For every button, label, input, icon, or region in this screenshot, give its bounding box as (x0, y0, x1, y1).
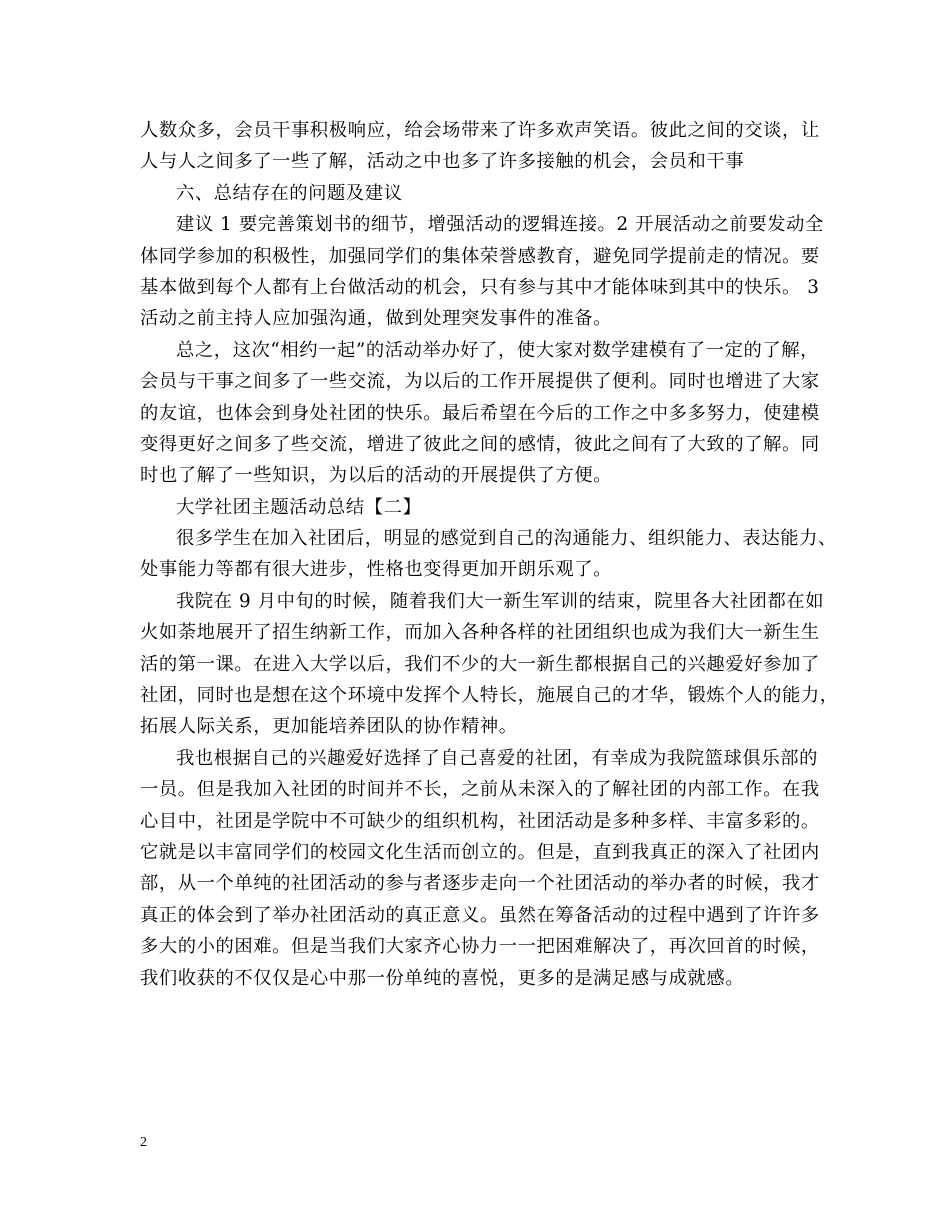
body-line: 变得更好之间多了些交流，增进了彼此之间的感情，彼此之间有了大致的了解。同 (140, 433, 820, 455)
page-number: 2 (140, 1135, 147, 1150)
body-line: 社团，同时也是想在这个环境中发挥个人特长，施展自己的才华，锻炼个人的能力， (140, 685, 839, 707)
body-line: 人数众多，会员干事积极响应，给会场带来了许多欢声笑语。彼此之间的交谈，让 (140, 120, 820, 141)
body-line: 心目中，社团是学院中不可缺少的组织机构，社团活动是多种多样、丰富多彩的。 (140, 810, 820, 832)
section-heading: 六、总结存在的问题及建议 (176, 182, 403, 204)
body-line: 活动之前主持人应加强沟通，做到处理突发事件的准备。 (140, 308, 613, 330)
body-line: 总之，这次“相约一起”的活动举办好了，使大家对数学建模有了一定的了解， (176, 339, 819, 361)
section-heading: 大学社团主题活动总结【二】 (176, 496, 422, 518)
document-body (140, 115, 839, 994)
body-line: 会员与干事之间多了一些交流，为以后的工作开展提供了便利。同时也增进了大家 (140, 371, 820, 393)
body-line: 建议 1 要完善策划书的细节，增强活动的逻辑连接。2 开展活动之前要发动全 (176, 214, 824, 236)
body-line: 基本做到每个人都有上台做活动的机会，只有参与其中才能体味到其中的快乐。 3 (140, 276, 820, 298)
body-line: 人与人之间多了一些了解，活动之中也多了许多接触的机会，会员和干事 (140, 151, 745, 173)
body-line: 真正的体会到了举办社团活动的真正意义。虽然在筹备活动的过程中遇到了许许多 (140, 904, 820, 926)
body-line: 很多学生在加入社团后，明显的感觉到自己的沟通能力、组织能力、表达能力、 (176, 528, 837, 550)
body-line: 我院在 9 月中旬的时候，随着我们大一新生军训的结束，院里各大社团都在如 (176, 590, 825, 612)
body-line: 部，从一个单纯的社团活动的参与者逐步走向一个社团活动的举办者的时候，我才 (140, 873, 820, 895)
body-line: 我们收获的不仅仅是心中那一份单纯的喜悦，更多的是满足感与成就感。 (140, 967, 745, 989)
body-line: 火如荼地展开了招生纳新工作，而加入各种各样的社团组织也成为我们大一新生生 (140, 622, 820, 644)
body-line: 多大的小的困难。但是当我们大家齐心协力一一把困难解决了，再次回首的时候， (140, 936, 820, 958)
body-line: 它就是以丰富同学们的校园文化生活而创立的。但是，直到我真正的深入了社团内 (140, 841, 820, 863)
body-line: 拓展人际关系，更加能培养团队的协作精神。 (140, 716, 518, 738)
body-line: 时也了解了一些知识，为以后的活动的开展提供了方便。 (140, 465, 613, 487)
body-line: 体同学参加的积极性，加强同学们的集体荣誉感教育，避免同学提前走的情况。要 (140, 245, 820, 267)
body-line: 一员。但是我加入社团的时间并不长，之前从未深入的了解社团的内部工作。在我 (140, 779, 820, 801)
body-line: 处事能力等都有很大进步，性格也变得更加开朗乐观了。 (140, 559, 613, 581)
body-line: 我也根据自己的兴趣爱好选择了自己喜爱的社团，有幸成为我院篮球俱乐部的 (176, 747, 818, 769)
body-line: 活的第一课。在进入大学以后，我们不少的大一新生都根据自己的兴趣爱好参加了 (140, 653, 820, 675)
body-line: 的友谊，也体会到身处社团的快乐。最后希望在今后的工作之中多多努力，使建模 (140, 402, 820, 424)
